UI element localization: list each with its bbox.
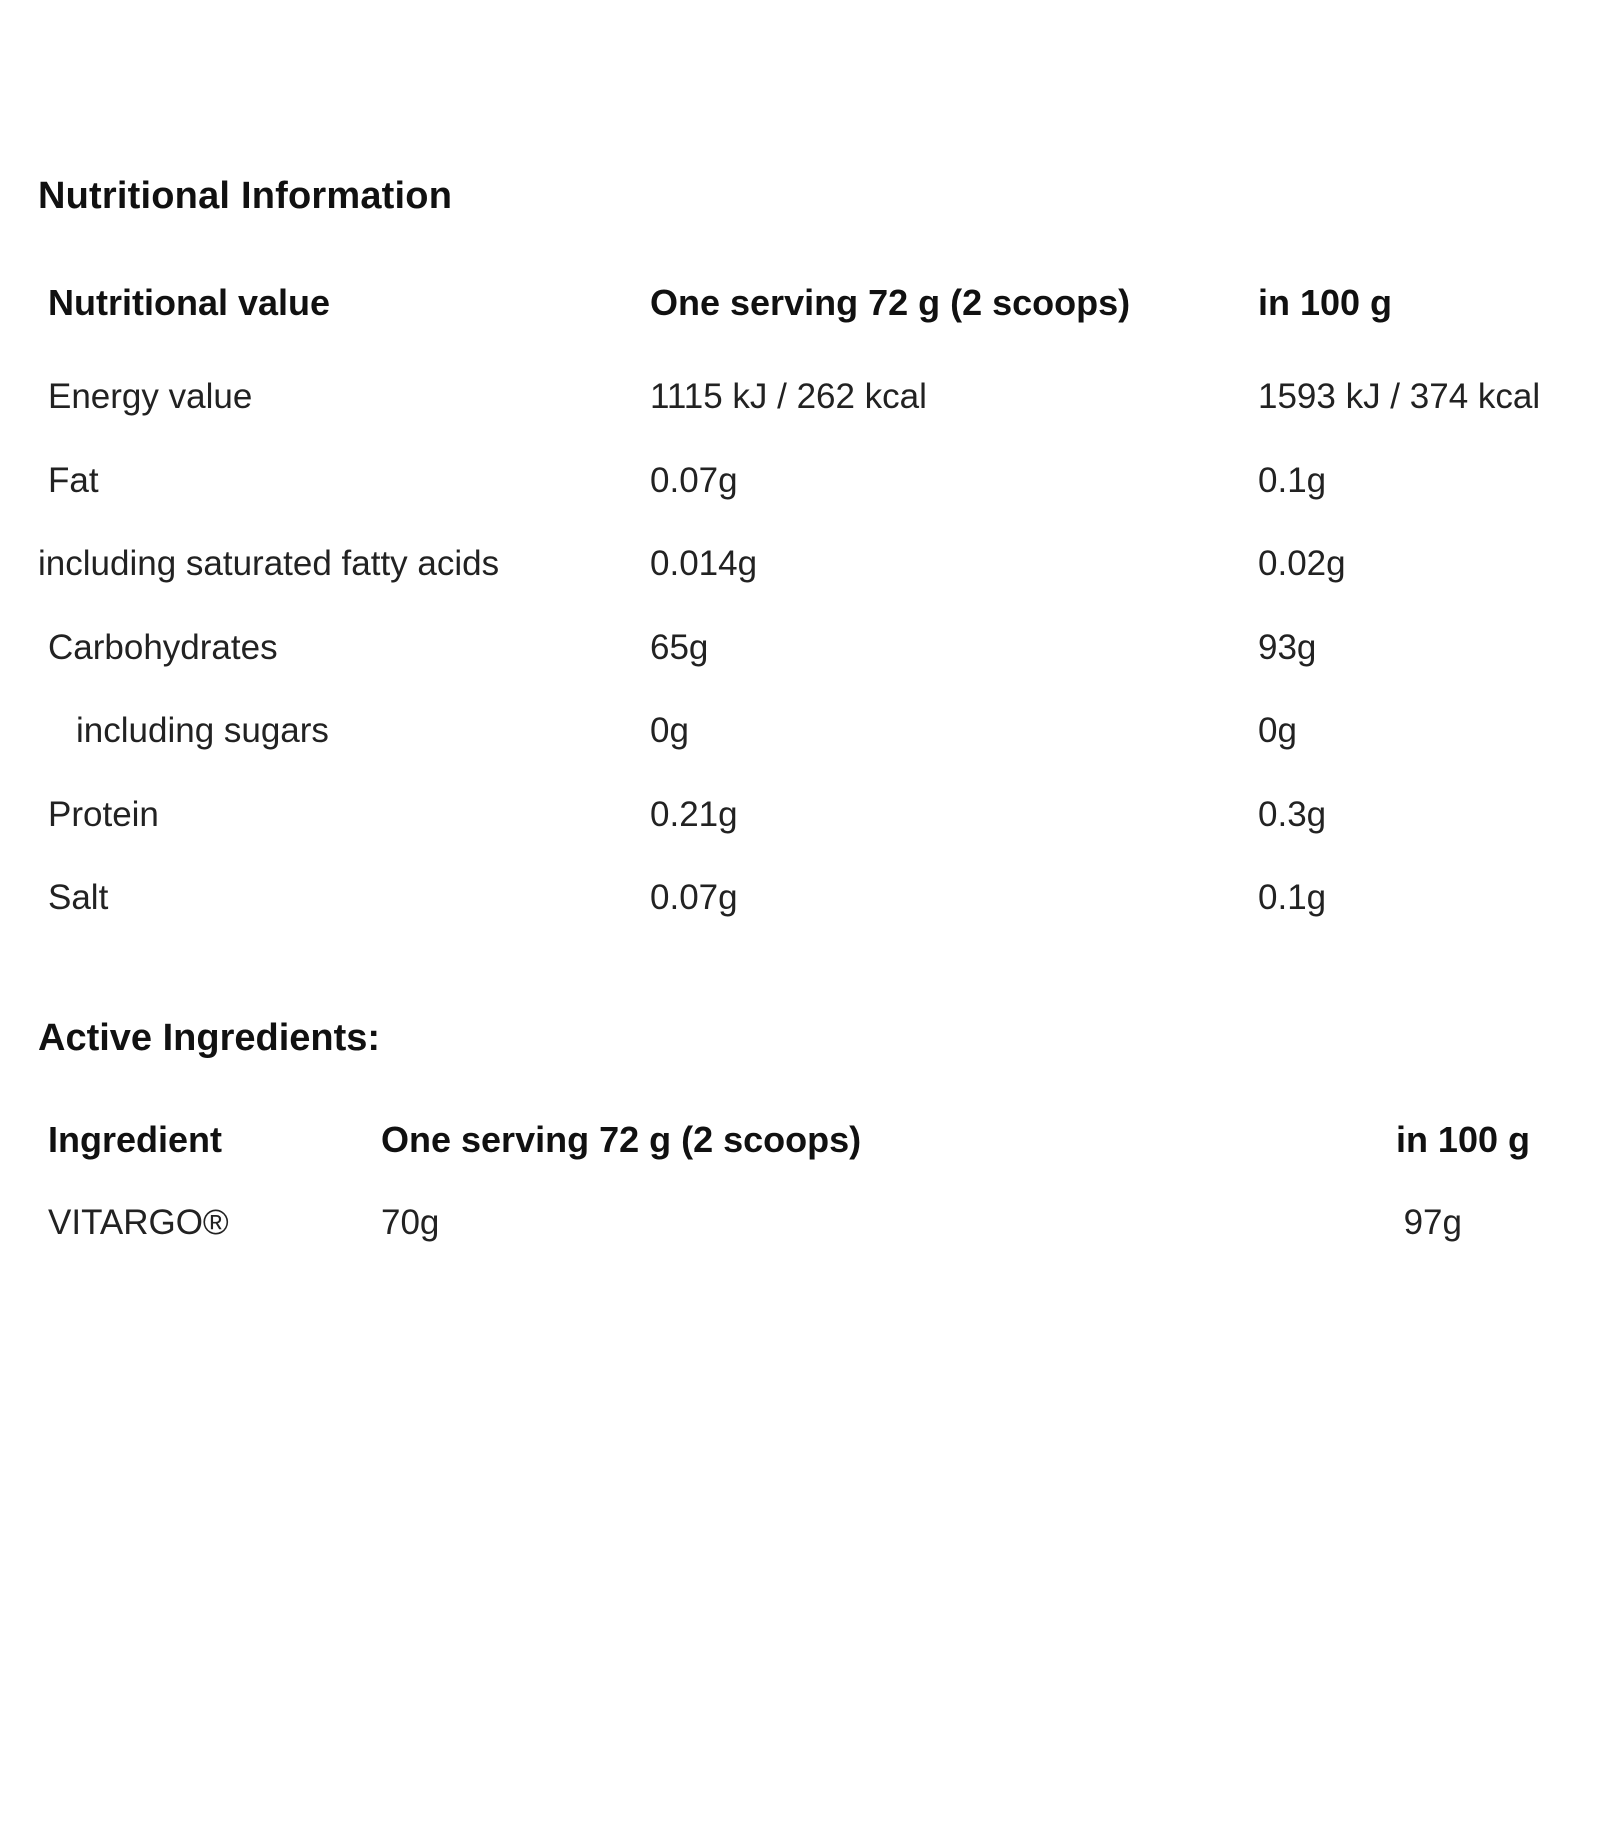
nutrient-value-per-100g: 0g — [1258, 711, 1297, 751]
table-row — [0, 1197, 1572, 1244]
nutrient-value-per-100g: 0.1g — [1258, 460, 1327, 500]
column-header-in-100g: in 100 g — [1258, 282, 1393, 323]
column-header-one-serving: One serving 72 g (2 scoops) — [650, 282, 1131, 323]
nutrient-value-serving: 0g — [650, 711, 689, 751]
nutrient-label: including saturated fatty acids — [38, 544, 500, 584]
nutrient-value-serving: 1115 kJ / 262 kcal — [650, 377, 927, 417]
nutrient-value-per-100g: 0.02g — [1258, 544, 1346, 584]
table-row — [0, 694, 1572, 778]
table-row — [0, 778, 1572, 862]
column-header-ingredient-100g: in 100 g — [1395, 1118, 1530, 1160]
column-header-ingredient: Ingredient — [48, 1118, 223, 1160]
page-title: Nutritional Information — [38, 175, 453, 217]
nutrient-value-serving: 0.21g — [650, 794, 738, 834]
ingredient-value-serving: 70g — [381, 1202, 440, 1242]
nutrition-table-header-row — [0, 280, 1572, 360]
nutrition-table — [0, 280, 1572, 945]
nutrient-value-serving: 0.07g — [650, 460, 738, 500]
nutrient-label: Energy value — [48, 377, 253, 417]
nutrient-value-serving: 65g — [650, 627, 709, 667]
table-row — [0, 444, 1572, 528]
nutrient-value-serving: 0.014g — [650, 544, 758, 584]
table-row — [0, 527, 1572, 611]
nutrient-value-serving: 0.07g — [650, 878, 738, 918]
nutrient-label: Salt — [48, 878, 109, 918]
table-row — [0, 861, 1572, 945]
nutrient-label: Carbohydrates — [48, 627, 278, 667]
nutrient-value-per-100g: 0.3g — [1258, 794, 1327, 834]
table-row — [0, 611, 1572, 695]
ingredients-table-header-row — [0, 1118, 1572, 1197]
column-header-ingredient-serving: One serving 72 g (2 scoops) — [381, 1118, 862, 1160]
active-ingredients-title: Active Ingredients: — [38, 1016, 381, 1059]
column-header-nutritional-value: Nutritional value — [48, 282, 331, 323]
ingredient-value-per-100g: 97g — [1403, 1202, 1462, 1242]
nutrient-label: Protein — [48, 794, 159, 834]
nutrient-label: including sugars — [76, 711, 329, 751]
nutrient-value-per-100g: 0.1g — [1258, 878, 1327, 918]
active-ingredients-table — [0, 1118, 1572, 1244]
table-row — [0, 360, 1572, 444]
nutrient-value-per-100g: 93g — [1258, 627, 1317, 667]
nutrient-label: Fat — [48, 460, 99, 500]
nutrient-value-per-100g: 1593 kJ / 374 kcal — [1258, 377, 1541, 417]
ingredient-name: VITARGO® — [48, 1202, 229, 1242]
